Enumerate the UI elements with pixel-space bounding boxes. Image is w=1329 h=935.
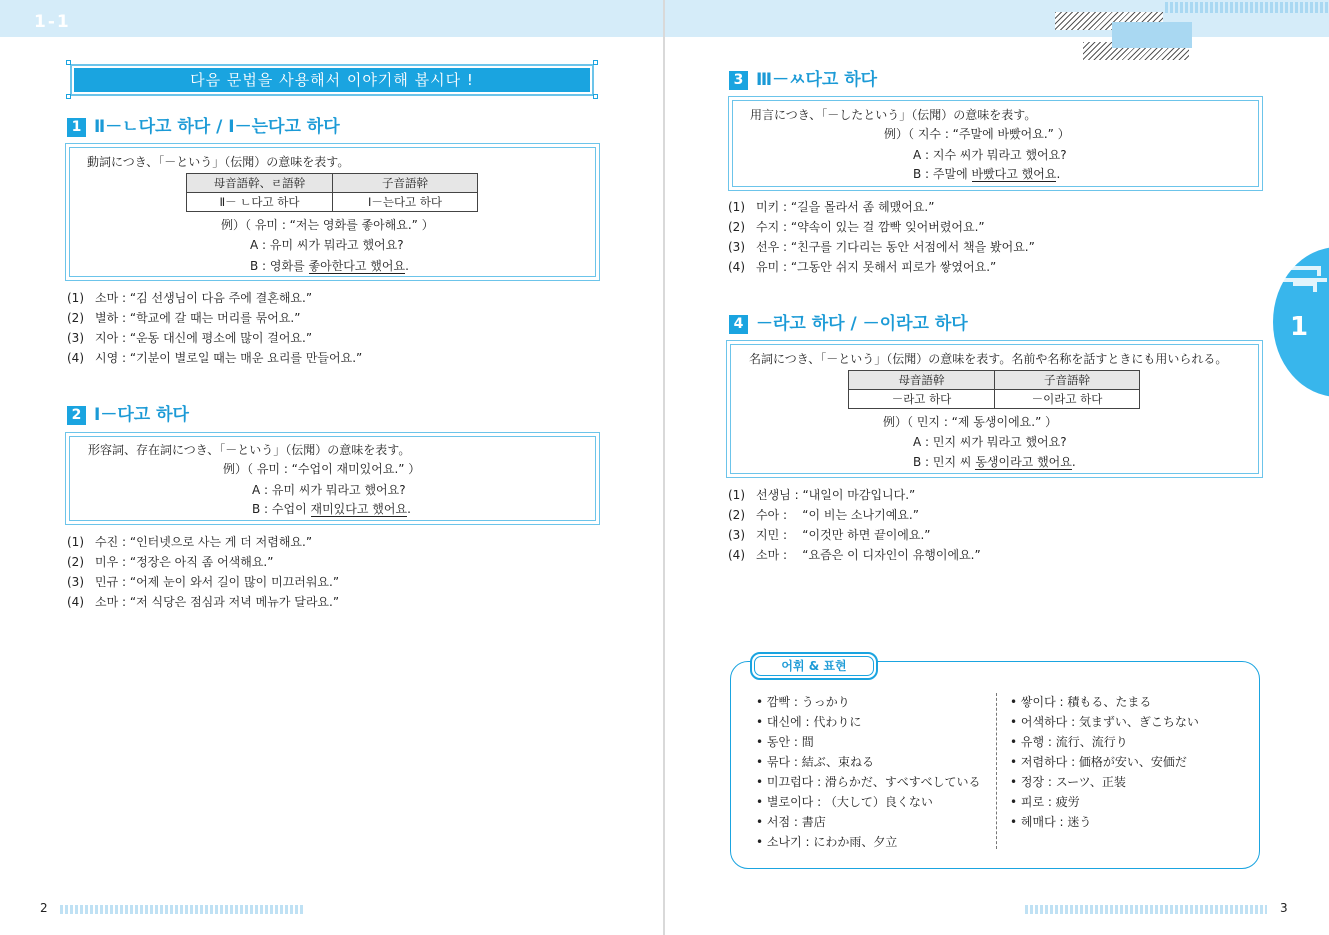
section-title-text: －라고 하다 / －이라고 하다 xyxy=(756,314,968,334)
example-prompt: 例）（ 민지 : “제 동생이에요.” ） xyxy=(883,415,1058,429)
list-item: (2) 수지 : “약속이 있는 걸 깜빡 잊어버렸어요.” xyxy=(728,220,985,234)
example-answer-underlined: 재미있다고 했어요 xyxy=(310,502,408,516)
list-item: (4) 소마 : “요즘은 이 디자인이 유행이에요.” xyxy=(728,548,981,562)
vocabulary-title: 어휘 & 표현 xyxy=(754,656,874,676)
list-item: (1) 선생님 : “내일이 마감입니다.” xyxy=(728,488,916,502)
section-title-text: Ⅱ－ㄴ다고 하다 / Ⅰ－는다고 하다 xyxy=(94,117,340,137)
list-item: (4) 유미 : “그동안 쉬지 못해서 피로가 쌓였어요.” xyxy=(728,260,997,274)
grammar-description: 名詞につき、「－という」（伝聞）の意味を表す。名前や名称を話すときにも用いられる。 xyxy=(749,352,1228,366)
example-answer-underlined: 동생이라고 했어요 xyxy=(975,455,1072,469)
list-item: (2) 수아 : “이 비는 소나기예요.” xyxy=(728,508,919,522)
section-3-title xyxy=(729,65,877,90)
example-answer: B : 주말에 바빴다고 했어요. xyxy=(913,167,1061,181)
chapter-number: 1 xyxy=(1290,312,1309,342)
vocab-item: • 피로 : 疲労 xyxy=(1010,795,1080,809)
stripe-decoration xyxy=(1165,2,1329,13)
banner-text: 다음 문법을 사용해서 이야기해 봅시다 ! xyxy=(74,68,590,92)
table-header: 母音語幹 xyxy=(849,371,995,390)
example-question: A : 유미 씨가 뭐라고 했어요? xyxy=(252,483,406,497)
vocab-item: • 헤매다 : 迷う xyxy=(1010,815,1092,829)
list-item: (1) 소마 : “김 선생님이 다음 주에 결혼해요.” xyxy=(67,291,313,305)
table-header: 子音語幹 xyxy=(995,371,1140,390)
footer-decoration xyxy=(60,905,304,914)
vocab-item: • 어색하다 : 気まずい、ぎこちない xyxy=(1010,715,1199,729)
vocab-item: • 쌓이다 : 積もる、たまる xyxy=(1010,695,1152,709)
section-number: 2 xyxy=(67,406,86,425)
list-item: (3) 지아 : “운동 대신에 평소에 많이 걸어요.” xyxy=(67,331,313,345)
list-item: (2) 미우 : “정장은 아직 좀 어색해요.” xyxy=(67,555,274,569)
vocab-item: • 저렴하다 : 価格が安い、安価だ xyxy=(1010,755,1187,769)
vocab-item: • 대신에 : 代わりに xyxy=(756,715,862,729)
banner-corner xyxy=(593,60,598,65)
example-answer: B : 영화를 좋아한다고 했어요. xyxy=(250,259,409,273)
example-question: A : 유미 씨가 뭐라고 했어요? xyxy=(250,238,404,252)
unit-label: 1-1 xyxy=(34,12,71,32)
vocab-item: • 묶다 : 結ぶ、束ねる xyxy=(756,755,874,769)
vocab-item: • 미끄럽다 : 滑らかだ、すべすべしている xyxy=(756,775,981,789)
right-page xyxy=(665,0,1329,935)
vocabulary-tag xyxy=(750,652,878,680)
table-cell: －이라고 하다 xyxy=(995,390,1140,409)
table-cell: Ⅰ－는다고 하다 xyxy=(333,193,478,212)
list-item: (1) 수진 : “인터넷으로 사는 게 더 저렴해요.” xyxy=(67,535,313,549)
banner-corner xyxy=(593,94,598,99)
section-number: 1 xyxy=(67,118,86,137)
color-block-decoration xyxy=(1112,22,1192,48)
conjugation-table xyxy=(848,370,1140,409)
vocab-item: • 동안 : 間 xyxy=(756,735,814,749)
example-prompt: 例）（ 지수 : “주말에 바빴어요.” ） xyxy=(884,127,1070,141)
vocab-item: • 소나기 : にわか雨、夕立 xyxy=(756,835,898,849)
table-header: 母音語幹、ㄹ語幹 xyxy=(187,174,333,193)
example-answer-underlined: 좋아한다고 했어요 xyxy=(308,259,406,273)
section-number: 4 xyxy=(729,315,748,334)
section-2-title xyxy=(67,400,189,425)
example-answer: B : 민지 씨 동생이라고 했어요. xyxy=(913,455,1076,469)
example-answer-underlined: 바빴다고 했어요 xyxy=(971,167,1057,181)
footer-decoration xyxy=(1025,905,1267,914)
grammar-description: 動詞につき、「－という」（伝聞）の意味を表す。 xyxy=(87,155,350,169)
vocab-item: • 유행 : 流行、流行り xyxy=(1010,735,1128,749)
vocab-item: • 별로이다 : （大して）良くない xyxy=(756,795,933,809)
list-item: (4) 소마 : “저 식당은 점심과 저녁 메뉴가 달라요.” xyxy=(67,595,340,609)
page-number: 3 xyxy=(1280,901,1288,915)
conjugation-table xyxy=(186,173,478,212)
vocab-item: • 정장 : スーツ、正装 xyxy=(1010,775,1126,789)
example-answer: B : 수업이 재미있다고 했어요. xyxy=(252,502,411,516)
vocab-divider xyxy=(996,693,997,849)
list-item: (3) 선우 : “친구를 기다리는 동안 서점에서 책을 봤어요.” xyxy=(728,240,1035,254)
header-band xyxy=(0,0,664,37)
example-question: A : 민지 씨가 뭐라고 했어요? xyxy=(913,435,1067,449)
page-number: 2 xyxy=(40,901,48,915)
grammar-description: 形容詞、存在詞につき、「－という」（伝聞）の意味を表す。 xyxy=(88,443,411,457)
list-item: (1) 미키 : “길을 몰라서 좀 헤맸어요.” xyxy=(728,200,935,214)
list-item: (4) 시영 : “기분이 별로일 때는 매운 요리를 만들어요.” xyxy=(67,351,363,365)
example-question: A : 지수 씨가 뭐라고 했어요? xyxy=(913,148,1067,162)
example-prompt: 例）（ 유미 : “저는 영화를 좋아해요.” ） xyxy=(221,218,434,232)
korean-letter-icon xyxy=(1279,262,1329,294)
list-item: (3) 민규 : “어제 눈이 와서 길이 많이 미끄러워요.” xyxy=(67,575,340,589)
example-prompt: 例）（ 유미 : “수업이 재미있어요.” ） xyxy=(223,462,421,476)
banner-corner xyxy=(66,94,71,99)
grammar-description: 用言につき、「－したという」（伝聞）の意味を表す。 xyxy=(750,108,1037,122)
section-title-text: Ⅲ－ㅆ다고 하다 xyxy=(756,70,878,90)
section-4-title xyxy=(729,309,968,334)
list-item: (2) 별하 : “학교에 갈 때는 머리를 묶어요.” xyxy=(67,311,301,325)
table-cell: －라고 하다 xyxy=(849,390,995,409)
table-cell: Ⅱ－ ㄴ다고 하다 xyxy=(187,193,333,212)
banner-corner xyxy=(66,60,71,65)
section-1-title xyxy=(67,112,340,137)
section-title-text: Ⅰ－다고 하다 xyxy=(94,405,189,425)
left-page xyxy=(0,0,664,935)
section-number: 3 xyxy=(729,71,748,90)
list-item: (3) 지민 : “이것만 하면 끝이에요.” xyxy=(728,528,931,542)
instruction-banner xyxy=(70,64,594,96)
vocab-item: • 깜빡 : うっかり xyxy=(756,695,850,709)
vocab-item: • 서점 : 書店 xyxy=(756,815,826,829)
table-header: 子音語幹 xyxy=(333,174,478,193)
